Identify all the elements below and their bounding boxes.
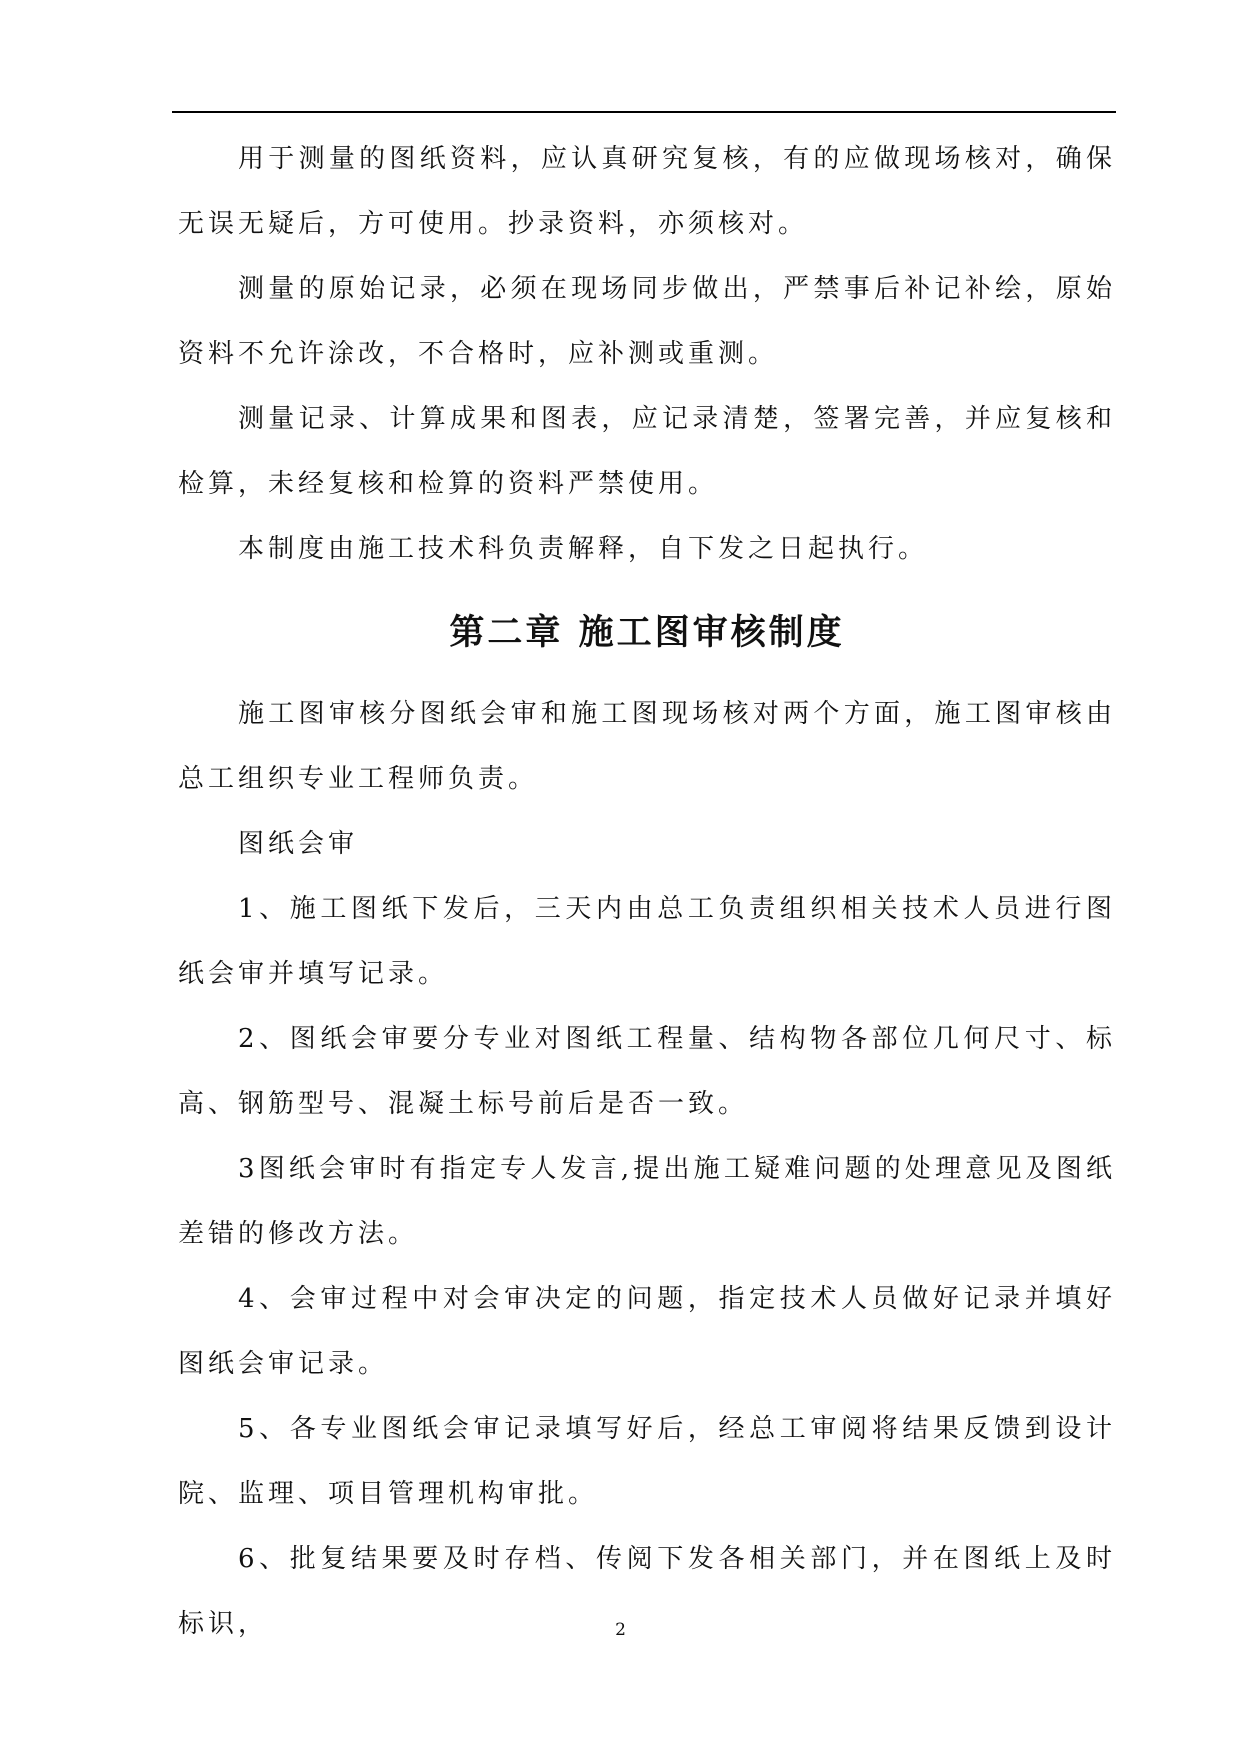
list-item: 2、图纸会审要分专业对图纸工程量、结构物各部位几何尺寸、标高、钢筋型号、混凝土标号前后是否一致。 xyxy=(178,1024,1116,1119)
paragraph: 施工图审核分图纸会审和施工图现场核对两个方面，施工图审核由总工组织专业工程师负责。 xyxy=(178,699,1116,794)
page-number: 2 xyxy=(615,1620,626,1640)
chapter-title: 第二章 施工图审核制度 xyxy=(449,613,845,653)
paragraph: 本制度由施工技术科负责解释，自下发之日起执行。 xyxy=(238,534,929,564)
list-item: 5、各专业图纸会审记录填写好后，经总工审阅将结果反馈到设计院、监理、项目管理机构审批。 xyxy=(178,1414,1116,1509)
section-heading: 图纸会审 xyxy=(238,829,359,859)
list-item: 1、施工图纸下发后，三天内由总工负责组织相关技术人员进行图纸会审并填写记录。 xyxy=(178,894,1116,989)
page-body xyxy=(178,127,1116,1657)
list-item: 6、批复结果要及时存档、传阅下发各相关部门，并在图纸上及时标识， xyxy=(178,1544,1116,1639)
list-item: 4、会审过程中对会审决定的问题，指定技术人员做好记录并填好图纸会审记录。 xyxy=(178,1284,1116,1379)
header-rule xyxy=(172,111,1116,113)
paragraph: 测量记录、计算成果和图表，应记录清楚，签署完善，并应复核和检算，未经复核和检算的资料严禁使用。 xyxy=(178,404,1116,499)
paragraph: 测量的原始记录，必须在现场同步做出，严禁事后补记补绘，原始资料不允许涂改，不合格时，应补测或重测。 xyxy=(178,274,1116,369)
list-item: 3图纸会审时有指定专人发言,提出施工疑难问题的处理意见及图纸差错的修改方法。 xyxy=(178,1154,1116,1249)
paragraph: 用于测量的图纸资料，应认真研究复核，有的应做现场核对，确保无误无疑后，方可使用。抄录资料，亦须核对。 xyxy=(178,144,1116,239)
